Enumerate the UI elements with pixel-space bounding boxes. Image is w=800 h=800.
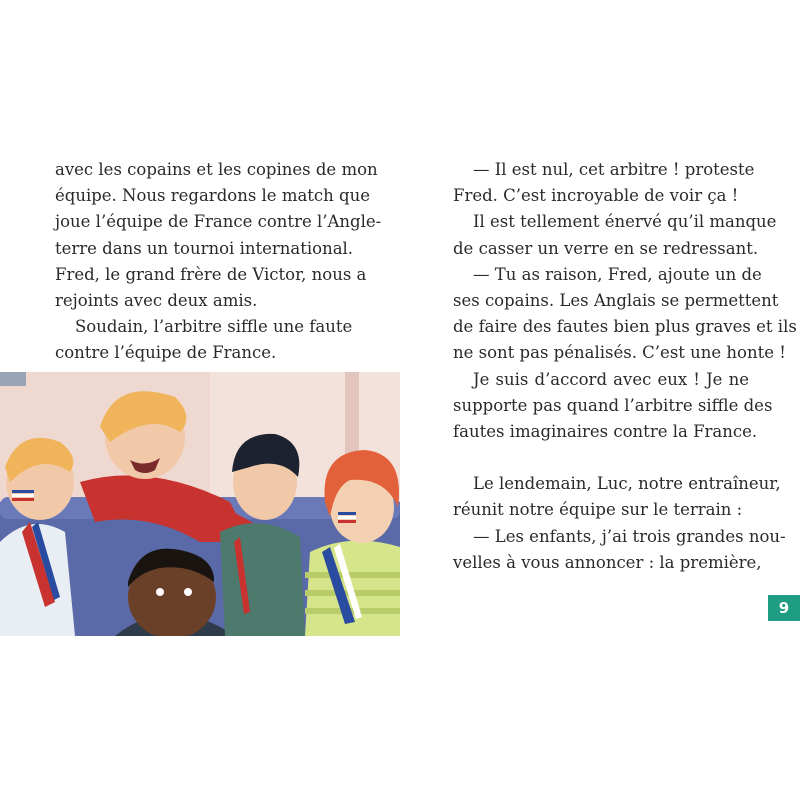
text-line: équipe. Nous regardons le match que bbox=[55, 186, 370, 206]
paragraph-2 bbox=[55, 314, 351, 366]
text-line: velles à vous annoncer : la première, bbox=[453, 552, 762, 572]
text-line: — Il est nul, cet arbitre ! proteste bbox=[473, 160, 755, 179]
text-line: supporte pas quand l’arbitre siffle des bbox=[453, 395, 773, 415]
paragraph-5 bbox=[453, 262, 797, 367]
text-line: de casser un verre en se redressant. bbox=[453, 238, 759, 258]
paragraph-gap bbox=[453, 445, 749, 471]
text-line: — Les enfants, j’ai trois grandes nou- bbox=[473, 526, 786, 546]
paragraph-1 bbox=[55, 157, 382, 314]
text-line: rejoints avec deux amis. bbox=[55, 291, 258, 311]
text-line: Fred, le grand frère de Victor, nous a bbox=[55, 264, 367, 284]
page-number-badge: 9 bbox=[768, 595, 800, 621]
illustration-kids-watching-match bbox=[0, 372, 400, 636]
paragraph-3 bbox=[453, 157, 755, 209]
illustration-svg bbox=[0, 372, 400, 636]
text-line: contre l’équipe de France. bbox=[55, 343, 277, 363]
paragraph-7 bbox=[453, 471, 781, 523]
text-line: ne sont pas pénalisés. C’est une honte ! bbox=[453, 343, 786, 363]
kid-left bbox=[0, 438, 75, 636]
text-line: de faire des fautes bien plus graves et ils bbox=[453, 317, 797, 337]
text-line: — Tu as raison, Fred, ajoute un de bbox=[473, 264, 762, 284]
text-line: fautes imaginaires contre la France. bbox=[453, 422, 758, 442]
text-line: Soudain, l’arbitre siffle une faute bbox=[75, 317, 353, 337]
text-line: Il est tellement énervé qu’il manque bbox=[473, 212, 777, 232]
text-line: terre dans un tournoi international. bbox=[55, 238, 354, 258]
text-line: réunit notre équipe sur le terrain : bbox=[453, 500, 743, 520]
text-line: Le lendemain, Luc, notre entraîneur, bbox=[473, 474, 781, 494]
text-line: avec les copains et les copines de mon bbox=[55, 160, 378, 179]
text-line: Fred. C’est incroyable de voir ça ! bbox=[453, 186, 739, 206]
text-line: ses copains. Les Anglais se permettent bbox=[453, 291, 779, 311]
text-line: joue l’équipe de France contre l’Angle- bbox=[55, 212, 382, 232]
paragraph-6 bbox=[453, 367, 773, 446]
text-line: Je suis d’accord avec eux ! Je ne bbox=[473, 369, 749, 389]
paragraph-4 bbox=[453, 209, 777, 261]
right-text-column bbox=[453, 157, 797, 576]
left-text-column bbox=[55, 157, 382, 367]
paragraph-8 bbox=[453, 524, 786, 576]
